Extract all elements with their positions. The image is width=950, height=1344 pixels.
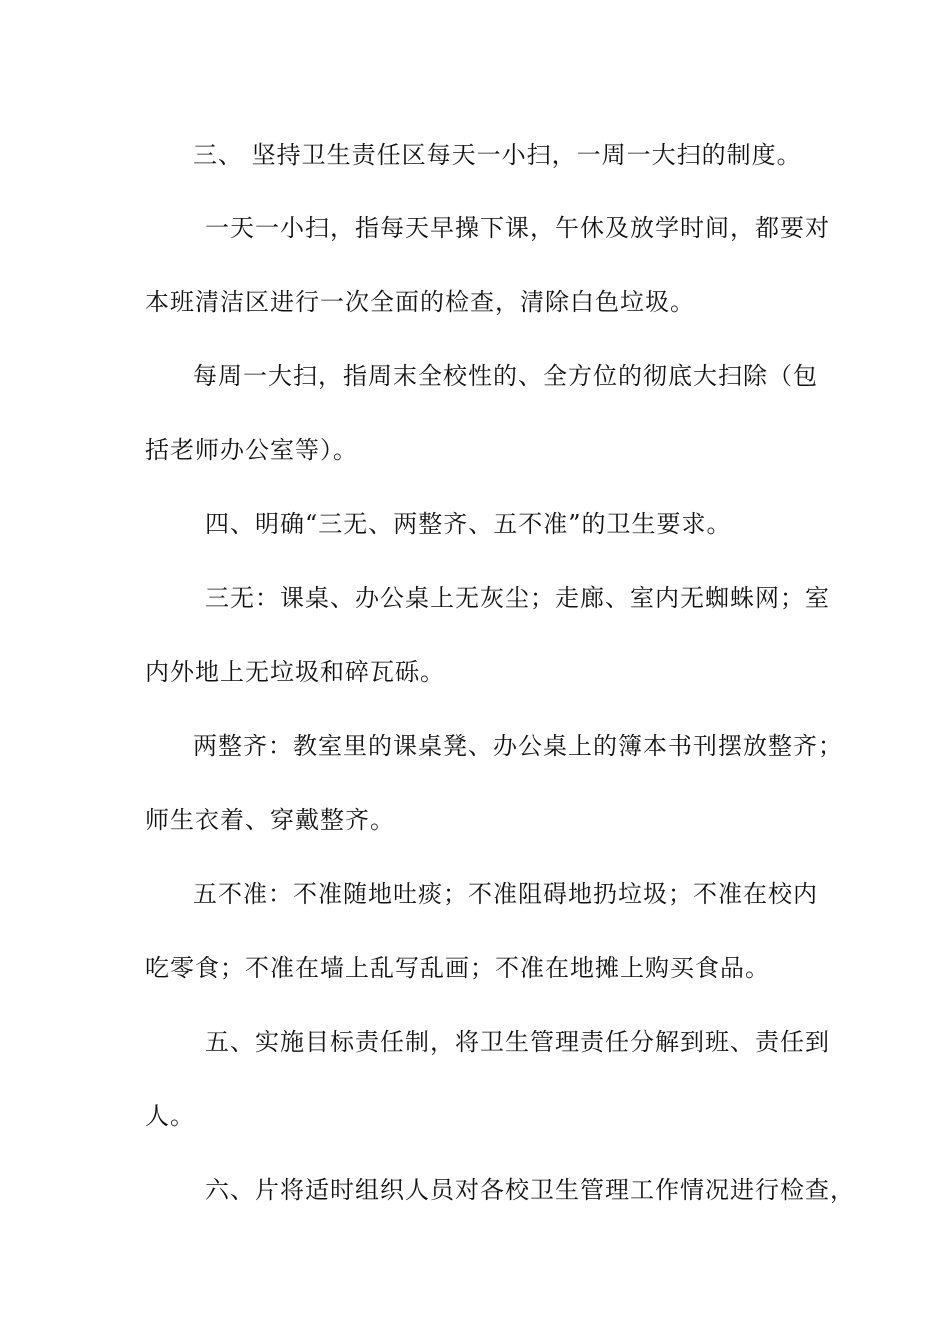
paragraph-line: 一天一小扫，指每天早操下课，午休及放学时间，都要对 [205,214,830,242]
paragraph-line: 内外地上无垃圾和碎瓦砾。 [145,658,445,686]
paragraph-line: 每周一大扫，指周末全校性的、全方位的彻底大扫除（包 [193,362,818,390]
paragraph-line: 三无：课桌、办公桌上无灰尘；走廊、室内无蜘蛛网；室 [205,584,830,612]
paragraph-line: 本班清洁区进行一次全面的检查，清除白色垃圾。 [145,288,695,316]
paragraph-line: 师生衣着、穿戴整齐。 [145,806,395,834]
section-heading-4: 四、明确“三无、两整齐、五不准”的卫生要求。 [205,510,732,538]
paragraph-line: 人。 [145,1102,195,1130]
section-heading-5: 五、实施目标责任制，将卫生管理责任分解到班、责任到 [205,1028,830,1056]
paragraph-line: 吃零食；不准在墙上乱写乱画；不准在地摊上购买食品。 [145,954,770,982]
paragraph-line: 两整齐：教室里的课桌凳、办公桌上的簿本书刊摆放整齐； [193,732,843,760]
paragraph-line: 括老师办公室等）。 [145,436,358,464]
section-heading-3: 三、 坚持卫生责任区每天一小扫，一周一大扫的制度。 [193,141,802,169]
paragraph-line: 五不准：不准随地吐痰；不准阻碍地扔垃圾；不准在校内 [193,880,818,908]
section-heading-6: 六、片将适时组织人员对各校卫生管理工作情况进行检查， [205,1176,855,1204]
